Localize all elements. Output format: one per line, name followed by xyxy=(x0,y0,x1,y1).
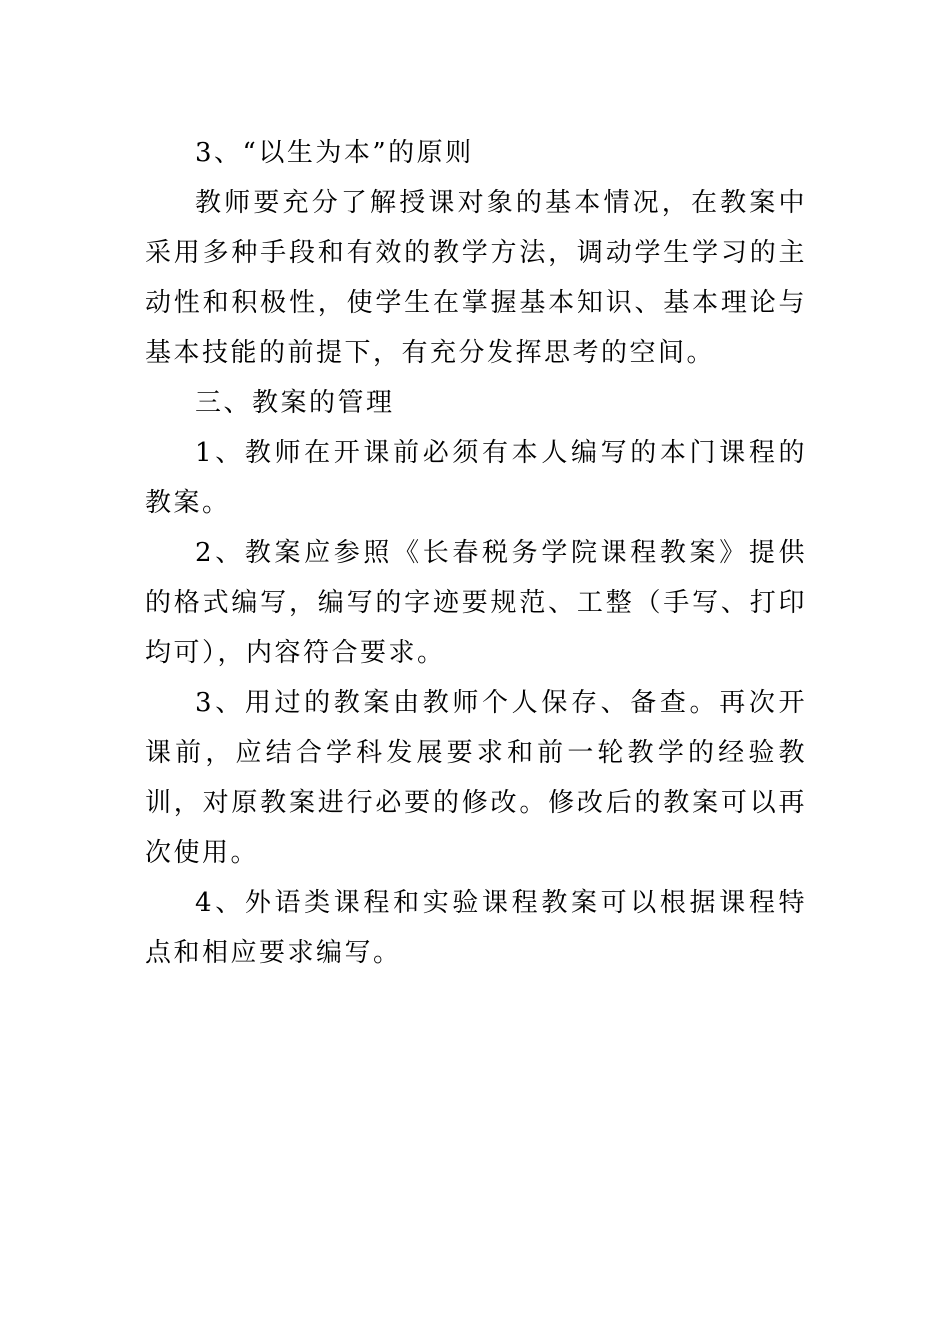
paragraph-student-centered-detail: 教师要充分了解授课对象的基本情况，在教案中采用多种手段和有效的教学方法，调动学生学习的主动性和积极性，使学生在掌握基本知识、基本理论与基本技能的前提下，有充分发挥思考的空间。 xyxy=(145,188,807,368)
paragraph-management-item-4: 4、外语类课程和实验课程教案可以根据课程特点和相应要求编写。 xyxy=(145,888,807,968)
paragraph-management-item-1: 1、教师在开课前必须有本人编写的本门课程的教案。 xyxy=(145,438,807,518)
section-heading-lesson-plan-management: 三、教案的管理 xyxy=(195,388,395,418)
document-body xyxy=(145,128,807,978)
paragraph-management-item-2: 2、教案应参照《长春税务学院课程教案》提供的格式编写，编写的字迹要规范、工整（手写、打印均可），内容符合要求。 xyxy=(145,538,807,668)
paragraph-management-item-3: 3、用过的教案由教师个人保存、备查。再次开课前，应结合学科发展要求和前一轮教学的经验教训，对原教案进行必要的修改。修改后的教案可以再次使用。 xyxy=(145,688,807,868)
section-heading-student-centered-principle: 3、“以生为本”的原则 xyxy=(195,138,474,168)
